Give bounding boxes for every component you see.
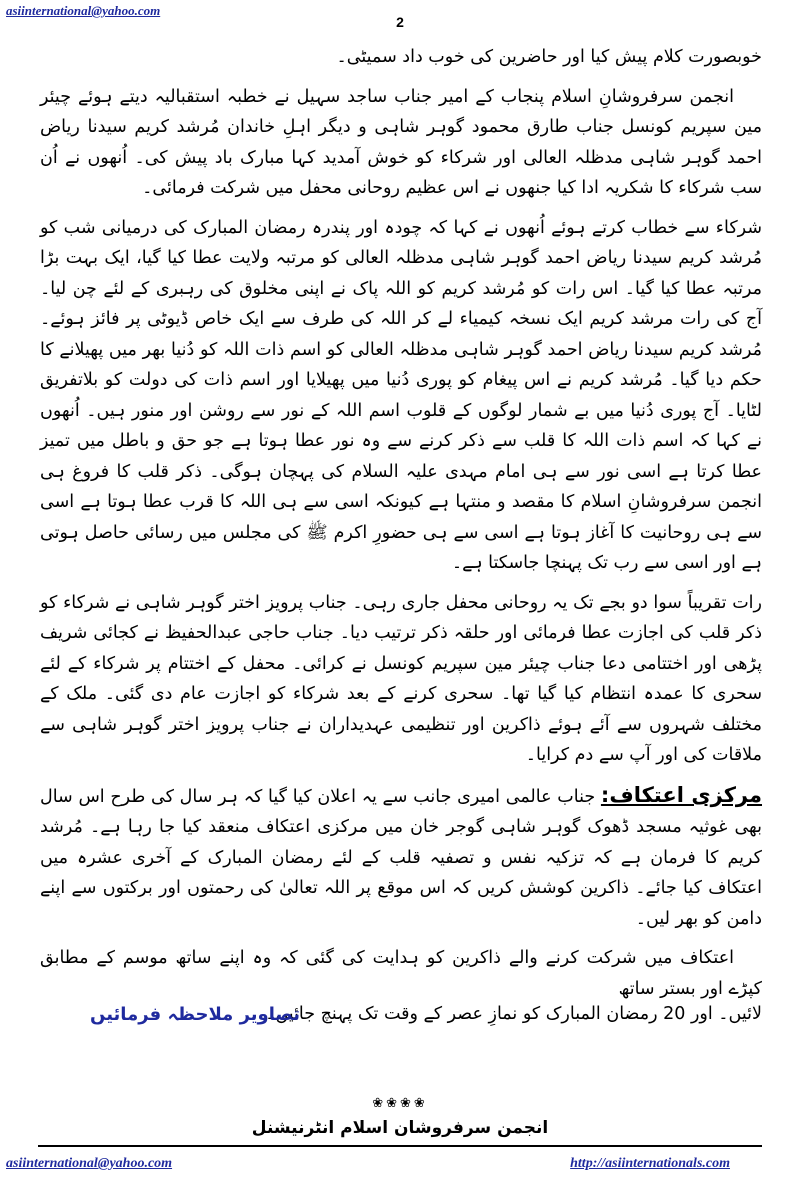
article-body [40, 42, 762, 1034]
ornament-divider: ❀❀❀❀ [372, 1096, 428, 1111]
itikaf-section [40, 780, 762, 935]
section-title: مرکزی اعتکاف: [600, 782, 762, 807]
footer-email-link[interactable]: asiinternational@yahoo.com [6, 1156, 173, 1171]
closing-row [40, 1004, 762, 1034]
header-email-link[interactable]: asiinternational@yahoo.com [6, 3, 161, 18]
page-number: 2 [396, 14, 404, 30]
itikaf-guidance: اعتکاف میں شرکت کرنے والے ذاکرین کو ہدایت کی گئی کہ وہ اپنے ساتھ موسم کے مطابق کپڑے اور بستر ساتھ [40, 948, 762, 999]
itikaf-announcement: جناب عالمی امیری جانب سے یہ اعلان کیا گیا کہ ہر سال کی طرح اس سال بھی غوثیہ مسجد ڈھوک گوہر شاہی گوجر خان میں مرکزی اعتکاف منعقد کیا جا رہا ہے۔ مُرشد کریم کا فرمان ہے کہ تزکیہ نفس و تصفیہ قلب کے لئے رمضان المبارک کے آخری عشرہ میں اعتکاف کیا جائے۔ ذاکرین کوشش کریں کہ اس موقع پر اللہ تعالیٰ کی رحمتوں اور برکتوں سے اپنے دامن کو بھر لیں۔ [40, 786, 762, 929]
closing-text: لائیں۔ اور 20 رمضان المبارک کو نمازِ عصر کے وقت تک پہنچ جائیں۔ [265, 1004, 762, 1024]
footer-divider [38, 1145, 762, 1147]
footer-website-link[interactable]: http://asiinternationals.com [570, 1156, 730, 1171]
paragraph: شرکاء سے خطاب کرتے ہوئے اُنھوں نے کہا کہ چودہ اور پندرہ رمضان المبارک کی درمیانی شب کو مُرشد کریم سیدنا ریاض احمد گوہر شاہی مدظلہ العالی کو مرتبہ ولایت عطا کیا گیا، ایک بہت بڑا مرتبہ عطا کیا گیا۔ اس رات کو مُرشد کریم کو اللہ پاک نے اپنی مخلوق کی رہبری کے لئے چن لیا۔ آج کی رات مرشد کریم ایک نسخہ کیمیاء لے کر اللہ کی طرف سے ایک خاص ڈیوٹی پر فائز ہوئے۔ مُرشد کریم سیدنا ریاض احمد گوہر شاہی مدظلہ العالی کو اسم ذات اللہ کو دُنیا بھر میں پھیلانے کا حکم دیا گیا۔ مُرشد کریم نے اس پیغام کو پوری دُنیا میں پھیلایا اور اسم ذات کی دولت کو بلاتفریق لٹایا۔ آج پوری دُنیا میں بے شمار لوگوں کے قلوب اسم اللہ کے نور سے روشن اور منور ہیں۔ اُنھوں نے کہا کہ اسم ذات اللہ کا قلب سے ذکر کرنے سے وہ نور عطا ہوتا ہے جو حق و باطل میں تمیز عطا کرتا ہے اسی نور سے ہی امام مہدی علیہ السلام کی پہچان ہوگی۔ ذکر قلب کا فروغ ہی انجمن سرفروشانِ اسلام کا مقصد و منتہا ہے کیونکہ اسی سے ہی اللہ کا قرب عطا ہوتا ہے اسی سے ہی روحانیت کا آغاز ہوتا ہے اسی سے ہی حضورِ اکرم ﷺ کی مجلس میں رسائی حاصل ہوتی ہے اور اسی سے رب تک پہنچا جاسکتا ہے۔ [40, 217, 762, 573]
paragraph: رات تقریباً سوا دو بجے تک یہ روحانی محفل جاری رہی۔ جناب پرویز اختر گوہر شاہی نے شرکاء کو ذکر قلب کی اجازت عطا فرمائی اور حلقہ ذکر ترتیب دیا۔ جناب حاجی عبدالحفیظ نے کجائی شریف پڑھی اور اختتامی دعا جناب چیئر مین سپریم کونسل نے کرائی۔ محفل کے اختتام پر شرکاء کے لئے سحری کا عمدہ انتظام کیا گیا تھا۔ سحری کرنے کے بعد شرکاء کو اجازت عام دی گئی۔ ملک کے مختلف شہروں سے آئے ہوئے ذاکرین اور تنظیمی عہدیداران نے جناب پرویز اختر گوہر شاہی سے ملاقات کی اور آپ سے دم کرایا۔ [40, 592, 762, 765]
paragraph: انجمن سرفروشانِ اسلام پنجاب کے امیر جناب ساجد سہیل نے خطبہ استقبالیہ دیتے ہوئے چیئر مین سپریم کونسل جناب طارق محمود گوہر شاہی و دیگر اہلِ خاندان مُرشد کریم سیدنا ریاض احمد گوہر شاہی مدظلہ العالی اور شرکاء کو خوش آمدید کہا مبارک باد پیش کی۔ اُنھوں نے اُن سب شرکاء کا شکریہ ادا کیا جنھوں نے اس عظیم روحانی محفل میں شرکت فرمائی۔ [40, 86, 762, 198]
view-photos-link[interactable]: تصاویر ملاحظہ فرمائیں [90, 1004, 300, 1025]
paragraph: خوبصورت کلام پیش کیا اور حاضرین کی خوب داد سمیٹی۔ [336, 47, 762, 67]
organization-name: انجمن سرفروشان اسلام انٹرنیشنل [251, 1118, 549, 1138]
